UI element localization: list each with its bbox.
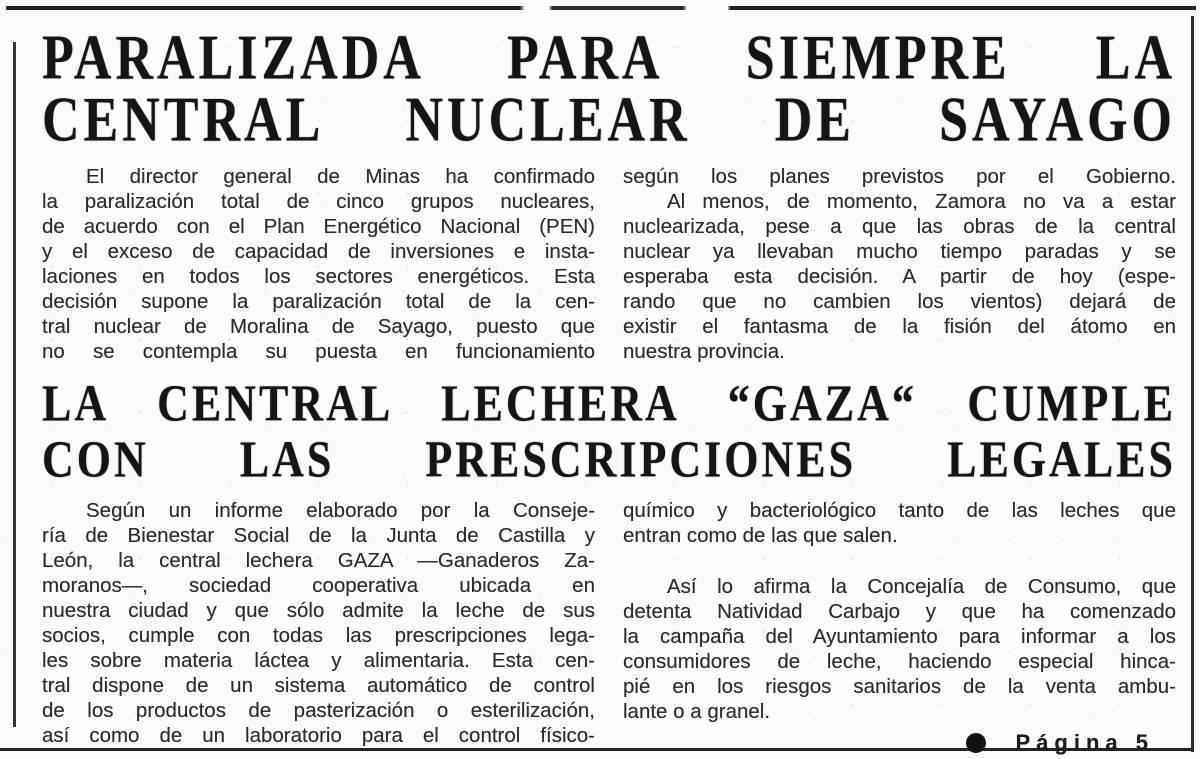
- article-central-lechera-column-right: [623, 498, 1176, 756]
- article-central-lechera-column-left: [42, 498, 595, 756]
- headline-line: LA CENTRAL LECHERA “GAZA“ CUMPLE: [42, 374, 1176, 433]
- body-text-line: Según un informe elaborado por la Conseje-: [86, 499, 595, 522]
- body-text-line: así como de un laboratorio para el control físico-: [42, 724, 595, 747]
- body-text-line: pié en los riesgos sanitarios de la venta ambu-: [623, 675, 1176, 698]
- headline-central-lechera: [42, 376, 1176, 488]
- body-text-line: lante o a granel.: [623, 700, 771, 723]
- body-text-line: El director general de Minas ha confirmado: [86, 165, 595, 188]
- body-text-line: detenta Natividad Carbajo y que ha comenzado: [623, 600, 1176, 623]
- body-text-line: según los planes previstos por el Gobierno.: [623, 165, 1176, 188]
- headline-line: CENTRAL NUCLEAR DE SAYAGO: [42, 85, 1176, 156]
- body-text-line: Así lo afirma la Concejalía de Consumo, que: [667, 575, 1176, 598]
- headline-central-nuclear: [42, 23, 1176, 156]
- headline-line: PARALIZADA PARA SIEMPRE LA: [42, 23, 1176, 94]
- column-text-lines: [623, 498, 1176, 724]
- body-text-line: y el exceso de capacidad de inversiones e insta-: [42, 240, 595, 263]
- article-central-nuclear: [42, 23, 1176, 364]
- article-central-nuclear-column-right: [623, 164, 1176, 364]
- body-text-line: nuclearizada, pese a que las obras de la central: [623, 215, 1176, 238]
- body-text-line: moranos—, sociedad cooperativa ubicada en: [42, 574, 595, 597]
- article-central-nuclear-body: [42, 164, 1176, 364]
- body-text-line: la paralización total de cinco grupos nucleares,: [42, 190, 595, 213]
- body-text-line: socios, cumple con todas las prescripciones lega-: [42, 624, 595, 647]
- body-text-line: tral nuclear de Moralina de Sayago, puesto que: [42, 315, 595, 338]
- bullet-icon: [966, 733, 986, 753]
- headline-line: CON LAS PRESCRIPCIONES LEGALES: [42, 430, 1176, 489]
- body-text-line: consumidores de leche, haciendo especial hinca-: [623, 650, 1176, 673]
- body-text-line: de acuerdo con el Plan Energético Nacional (PEN): [42, 215, 595, 238]
- body-text-line: rando que no cambien los vientos) dejará de: [623, 290, 1176, 313]
- page-number-label: Página 5: [1015, 730, 1154, 755]
- body-text-line: León, la central lechera GAZA —Ganaderos Za-: [42, 549, 595, 572]
- body-text-line: entran como de las que salen.: [623, 524, 898, 547]
- article-central-lechera: [42, 376, 1176, 756]
- body-text-line: la campaña del Ayuntamiento para informar a los: [623, 625, 1176, 648]
- body-text-line: Al menos, de momento, Zamora no va a estar: [667, 190, 1176, 213]
- body-text-line: nuestra ciudad y que sólo admite la leche de sus: [42, 599, 595, 622]
- body-text-line: esperaba esta decisión. A partir de hoy (espe-: [623, 265, 1176, 288]
- body-text-line: decisión supone la paralización total de la cen-: [42, 290, 595, 313]
- body-text-line: nuestra provincia.: [623, 340, 785, 363]
- body-text-line: les sobre materia láctea y alimentaria. Esta cen-: [42, 649, 595, 672]
- body-text-line: no se contempla su puesta en funcionamiento: [42, 340, 595, 363]
- article-central-nuclear-column-left: [42, 164, 595, 364]
- body-text-line: químico y bacteriológico tanto de las leches que: [623, 499, 1176, 522]
- body-text-line: laciones en todos los sectores energéticos. Esta: [42, 265, 595, 288]
- page-reference: [623, 730, 1176, 756]
- body-text-line: tral dispone de un sistema automático de control: [42, 674, 595, 697]
- body-text-line: existir el fantasma de la fisión del átomo en: [623, 315, 1176, 338]
- body-text-line: nuclear ya llevaban mucho tiempo paradas y se: [623, 240, 1176, 263]
- body-text-line: ría de Bienestar Social de la Junta de Castilla y: [42, 524, 595, 547]
- article-central-lechera-body: [42, 498, 1176, 756]
- body-text-line: de los productos de pasterización o esterilización,: [42, 699, 595, 722]
